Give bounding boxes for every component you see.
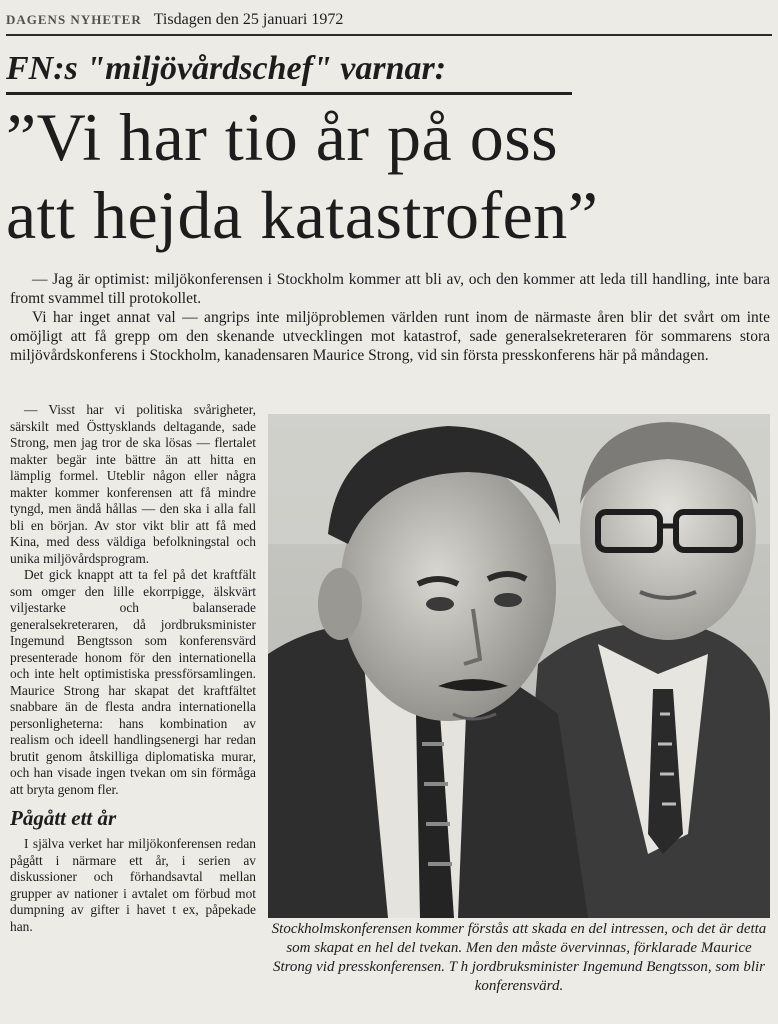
body-paragraph: Det gick knappt att ta fel på det kraftfält som omger den lille ekorrpigge, älskvärt viljestarke och balanserade generalsekreteraren, då jordbruksminister Ingemund Bengtsson som konferensvärd presenterade honom för den internationella och inte helt optimistiska pressförsamlingen. Maurice Strong har skapat det kraftfältet snabbare än de flesta andra internationella personligheterna: hans kombination av realism och ideell handlingsenergi har redan brutit genom åtskilliga diplomatiska murar, och han visade ingen tvekan om sin förmåga att bryta genom fler. [10,567,256,797]
lede-paragraph: — Jag är optimist: miljökonferensen i Stockholm kommer att bli av, och den kommer att leda till handling, inte bara fromt svammel till protokollet. [10,271,770,307]
body-column [10,402,256,935]
main-headline [6,98,772,254]
issue-date: Tisdagen den 25 januari 1972 [153,11,344,28]
kicker-headline: FN:s "miljövårdschef" varnar: [6,48,572,95]
subheading: Pågått ett år [10,806,117,830]
photo-illustration [268,414,770,918]
body-paragraph: — Visst har vi politiska svårigheter, särskilt med Östtysklands deltagande, sade Strong, men jag tror de ska lösas — flertalet makter begär inte bättre än att hitta en lämplig formel. Uteblir någon eller några makter kommer konferensen att få mindre tyngd, men ändå hållas — den ska i alla fall bli en början. Av stor vikt blir att få med Kina, med dess väldiga befolkningstal och unika miljövårdsprogram. [10,402,256,566]
masthead [6,6,772,36]
headline-line: ”Vi har tio år på oss [6,99,559,175]
press-photo [268,414,770,918]
photo-caption: Stockholmskonferensen kommer förstås att skada en del intressen, och det är detta som skapat en hel del tvekan. Men den måste övervinnas, förklarade Maurice Strong vid presskonferensen. T h jordbruksminister Ingemund Bengtsson, som blir konferensvärd. [271,921,767,994]
body-paragraph: I själva verket har miljökonferensen redan pågått i närmare ett år, i serien av diskussioner och förhandsavtal mellan grupper av nationer i avtalet om förbud mot dumpning av gifter i havet t ex, påpekade han. [10,836,256,934]
headline-line: att hejda katastrofen” [6,177,599,253]
lede [10,270,770,365]
lede-paragraph: Vi har inget annat val — angrips inte miljöproblemen världen runt inom de närmaste åren blir det svårt om inte omöjligt att få grepp om den skenande utvecklingen mot katastrof, sade generalsekreteraren för sommarens stora miljövårdskonferens i Stockholm, kanadensaren Maurice Strong, vid sin första presskonferens här på måndagen. [10,309,770,364]
newspaper-name: DAGENS NYHETER [6,12,142,27]
